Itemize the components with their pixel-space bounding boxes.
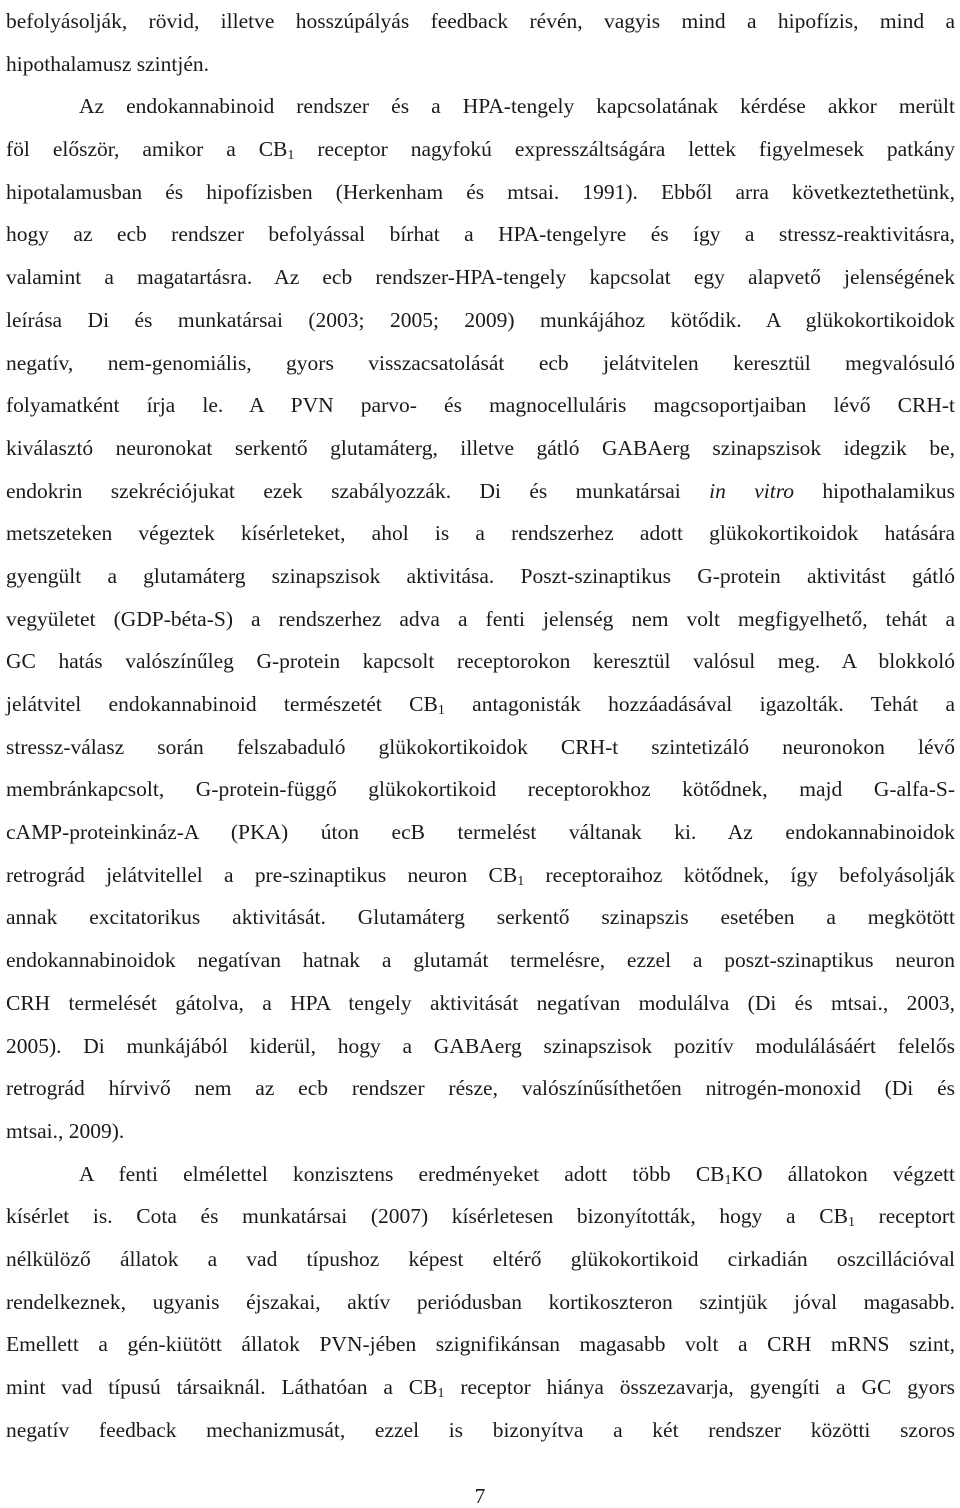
text-line: leírása Di és munkatársai (2003; 2005; 2009) munkájához kötődik. A glükokortikoidok — [6, 307, 955, 332]
text-line: CRH termelését gátolva, a HPA tengely aktivitását negatívan modulálva (Di és mtsai., 2003, — [6, 990, 955, 1015]
text-line: mint vad típusú társaiknál. Láthatóan a $CB_1$ receptor hiánya összezavarja, gyengíti a GC gyors — [6, 1375, 955, 1401]
text-line: folyamatként írja le. A PVN parvo- és magnocelluláris magcsoportjaiban lévő CRH-t — [6, 393, 955, 418]
subscript: 1 — [724, 1172, 732, 1188]
text-line: gyengült a glutamáterg szinapszisok aktivitása. Poszt-szinaptikus G-protein aktivitást gátló — [6, 563, 955, 588]
text-line: rendelkeznek, ugyanis éjszakai, aktív periódusban kortikoszteron szintjük jóval magasabb. — [6, 1289, 955, 1314]
text-line: endokrin szekréciójukat ezek szabályozzák. Di és munkatársai in vitro hipothalamikus — [6, 478, 955, 503]
text-line: membránkapcsolt, G-protein-függő glükokortikoid receptorokhoz kötődnek, majd G-alfa-S- — [6, 777, 955, 802]
text-line: valamint a magatartásra. Az ecb rendszer-HPA-tengely kapcsolat egy alapvető jelenségének — [6, 265, 955, 290]
text-line: A fenti elmélettel konzisztens eredményeket adott több $CB_1KO$ állatokon végzett — [79, 1161, 956, 1188]
subscript: 1 — [847, 1215, 855, 1231]
text-line: mtsai., 2009). — [6, 1118, 125, 1143]
subscript: 1 — [437, 1386, 445, 1401]
text-line: stressz-válasz során felszabaduló glükokortikoidok CRH-t szintetizáló neuronokon lévő — [6, 734, 955, 759]
text-line: hipothalamusz szintjén. — [6, 51, 210, 76]
text-line: metszeteken végeztek kísérleteket, ahol is a rendszerhez adott glükokortikoidok hatására — [6, 521, 955, 546]
text-line: endokannabinoidok negatívan hatnak a glutamát termelésre, ezzel a poszt-szinaptikus neuron — [6, 948, 955, 973]
text-line: Emellett a gén-kiütött állatok PVN-jében szignifikánsan magasabb volt a CRH mRNS szint, — [6, 1332, 955, 1357]
text-line: 2005). Di munkájából kiderül, hogy a GABAerg szinapszisok pozitív modulálásáért felelős — [6, 1033, 955, 1058]
text-line: retrográd jelátvitellel a pre-szinaptikus neuron $CB_1$ receptoraihoz kötődnek, így befolyásolják — [6, 862, 956, 889]
subscript: 1 — [287, 148, 295, 164]
text-line: befolyásolják, rövid, illetve hosszúpályás feedback révén, vagyis mind a hipofízis, mind a — [6, 9, 955, 33]
text-line: kiválasztó neuronokat serkentő glutamáterg, illetve gátló GABAerg szinapszisok idegzik be, — [6, 435, 955, 460]
text-line: negatív, nem-genomiális, gyors visszacsatolását ecb jelátvitelen keresztül megvalósuló — [6, 350, 955, 375]
text-line: negatív feedback mechanizmusát, ezzel is bizonyítva a két rendszer közötti szoros — [6, 1417, 955, 1442]
text-line: kísérlet is. Cota és munkatársai (2007) kísérletesen bizonyították, hogy a $CB_1$ receptort — [6, 1204, 955, 1231]
text-line: nélkülöző állatok a vad típushoz képest eltérő glükokortikoid cirkadián oszcillációval — [6, 1246, 955, 1271]
text-line: hogy az ecb rendszer befolyással bírhat a HPA-tengelyre és így a stressz-reaktivitásra, — [6, 222, 955, 247]
document-body — [6, 0, 955, 1451]
italic-term: in vitro — [709, 478, 795, 503]
text-line: retrográd hírvivő nem az ecb rendszer része, valószínűsíthetően nitrogén-monoxid (Di és — [6, 1076, 955, 1101]
text-line: Az endokannabinoid rendszer és a HPA-tengely kapcsolatának kérdése akkor merült — [79, 94, 955, 119]
text-line: jelátvitel endokannabinoid természetét $CB_1$ antagonisták hozzáadásával igazolták. Tehát a — [6, 692, 956, 718]
subscript: 1 — [517, 873, 525, 889]
text-line: vegyületet (GDP-béta-S) a rendszerhez adva a fenti jelenség nem volt megfigyelhető, tehát a — [6, 606, 955, 631]
text-line: hipotalamusban és hipofízisben (Herkenham és mtsai. 1991). Ebből arra következtethetünk, — [6, 179, 955, 204]
text-line: annak excitatorikus aktivitását. Glutamáterg serkentő szinapszis esetében a megkötött — [6, 905, 955, 930]
subscript: 1 — [437, 703, 445, 718]
page-number: 7 — [474, 1484, 486, 1508]
text-line: GC hatás valószínűleg G-protein kapcsolt receptorokon keresztül valósul meg. A blokkoló — [6, 649, 955, 674]
text-line: cAMP-proteinkináz-A (PKA) úton ecB termelést váltanak ki. Az endokannabinoidok — [6, 820, 955, 845]
text-line: föl először, amikor a $CB_1$ receptor nagyfokú expresszáltságára lettek figyelmesek patkány — [6, 137, 955, 164]
